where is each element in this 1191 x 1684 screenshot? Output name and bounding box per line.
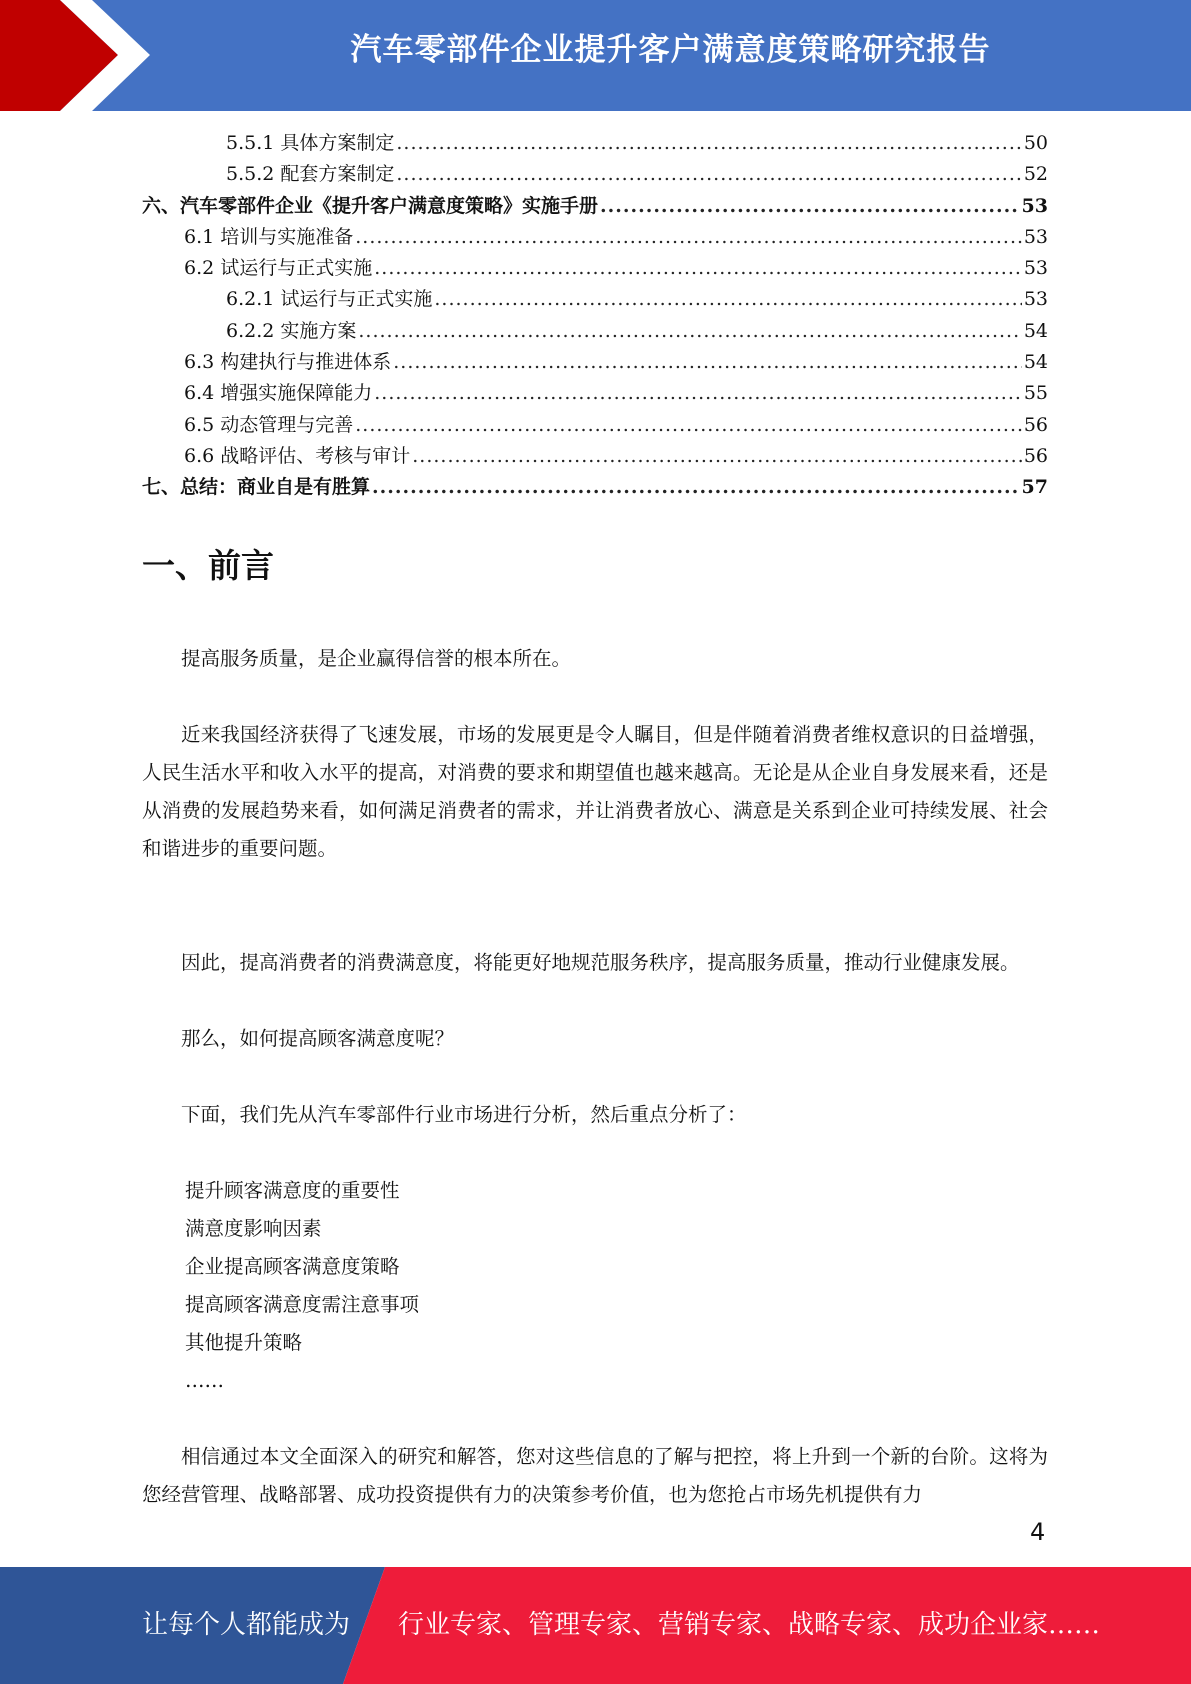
paragraph: 因此，提高消费者的消费满意度，将能更好地规范服务秩序，提高服务质量，推动行业健康发展。 (181, 951, 1020, 974)
list-item: 提升顾客满意度的重要性 (185, 1179, 400, 1202)
toc-entry-page: 52 (1023, 163, 1048, 186)
toc-entry[interactable] (142, 316, 1048, 347)
toc-entry[interactable] (142, 378, 1048, 409)
list-item: …… (185, 1369, 224, 1392)
toc-leader-dots (374, 382, 1022, 404)
toc-entry[interactable] (142, 410, 1048, 441)
paragraph: 下面，我们先从汽车零部件行业市场进行分析，然后重点分析了： (181, 1103, 747, 1126)
toc-entry[interactable] (142, 441, 1048, 472)
section-heading: 一、前言 (142, 546, 274, 585)
toc-leader-dots (393, 351, 1022, 373)
toc-entry[interactable] (142, 191, 1048, 222)
body-section (142, 1096, 1048, 1134)
footer-slogan-right: 行业专家、管理专家、营销专家、战略专家、成功企业家…… (398, 1610, 1101, 1640)
toc-leader-dots (374, 257, 1022, 279)
toc-entry-page: 55 (1023, 382, 1048, 405)
toc-entry-label: 6.6 战略评估、考核与审计 (184, 444, 411, 467)
paragraph: 相信通过本文全面深入的研究和解答，您对这些信息的了解与把控，将上升到一个新的台阶。这将为您经营管理、战略部署、成功投资提供有力的决策参考价值，也为您抢占市场先机提供有力 (142, 1445, 1048, 1506)
toc-entry-label: 6.3 构建执行与推进体系 (184, 351, 392, 374)
toc-entry-page: 50 (1023, 132, 1048, 154)
toc-leader-dots (600, 195, 1020, 217)
toc-entry-page: 56 (1023, 444, 1048, 467)
paragraph: 那么，如何提高顾客满意度呢？ (181, 1027, 455, 1050)
toc-entry[interactable] (142, 472, 1048, 503)
toc-entry-page: 53 (1023, 225, 1048, 248)
toc-leader-dots (412, 445, 1022, 467)
bullet-list (142, 1172, 1048, 1400)
toc-leader-dots (396, 163, 1021, 185)
page-header (0, 0, 1191, 111)
toc-entry[interactable] (142, 222, 1048, 253)
toc-entry[interactable] (142, 253, 1048, 284)
body-section (142, 640, 1048, 678)
toc-entry[interactable] (142, 159, 1048, 190)
toc-entry-label: 6.2.2 实施方案 (226, 319, 357, 342)
toc-entry[interactable] (142, 347, 1048, 378)
toc-entry-label: 6.2.1 试运行与正式实施 (226, 288, 433, 311)
paragraph: 提高服务质量，是企业赢得信誉的根本所在。 (181, 647, 572, 670)
toc-entry-label: 5.5.1 具体方案制定 (226, 132, 395, 154)
list-item: 其他提升策略 (185, 1331, 303, 1354)
toc-entry[interactable] (142, 284, 1048, 315)
toc-entry-label: 6.2 试运行与正式实施 (184, 257, 373, 280)
toc-leader-dots (372, 476, 1020, 498)
toc-entry-label: 6.5 动态管理与完善 (184, 413, 354, 436)
toc-leader-dots (355, 414, 1022, 436)
toc-entry-label: 5.5.2 配套方案制定 (226, 163, 395, 186)
toc-entry[interactable] (142, 128, 1048, 159)
toc-entry-label: 七、总结：商业自是有胜算 (142, 476, 371, 499)
list-item: 提高顾客满意度需注意事项 (185, 1293, 420, 1316)
table-of-contents (142, 128, 1048, 504)
header-title: 汽车零部件企业提升客户满意度策略研究报告 (350, 32, 991, 68)
toc-entry-page: 53 (1023, 288, 1048, 311)
toc-entry-page: 54 (1023, 319, 1048, 342)
toc-entry-page: 53 (1023, 257, 1048, 280)
list-item: 企业提高顾客满意度策略 (185, 1255, 400, 1278)
page-number: 4 (1030, 1518, 1046, 1546)
toc-entry-page: 54 (1023, 351, 1048, 374)
page-footer (0, 1567, 1191, 1684)
body-section (142, 716, 1048, 868)
toc-leader-dots (355, 226, 1022, 248)
toc-entry-page: 53 (1021, 194, 1048, 217)
toc-entry-page: 57 (1021, 476, 1048, 499)
toc-leader-dots (396, 132, 1021, 154)
toc-entry-page: 56 (1023, 413, 1048, 436)
body-section (142, 944, 1048, 982)
toc-entry-label: 6.1 培训与实施准备 (184, 225, 354, 248)
paragraph: 近来我国经济获得了飞速发展，市场的发展更是令人瞩目，但是伴随着消费者维权意识的日益增强，人民生活水平和收入水平的提高，对消费的要求和期望值也越来越高。无论是从企业自身发展来看，还是从消费的发展趋势来看，如何满足消费者的需求，并让消费者放心、满意是关系到企业可持续发展、社会和谐进步的重要问题。 (142, 723, 1048, 860)
toc-leader-dots (434, 288, 1021, 310)
footer-slogan-left: 让每个人都能成为 (142, 1610, 351, 1640)
body-section (142, 1020, 1048, 1058)
toc-entry-label: 6.4 增强实施保障能力 (184, 382, 373, 405)
body-section (142, 1438, 1048, 1514)
toc-leader-dots (358, 320, 1021, 342)
toc-entry-label: 六、汽车零部件企业《提升客户满意度策略》实施手册 (142, 194, 599, 217)
list-item: 满意度影响因素 (185, 1217, 322, 1240)
